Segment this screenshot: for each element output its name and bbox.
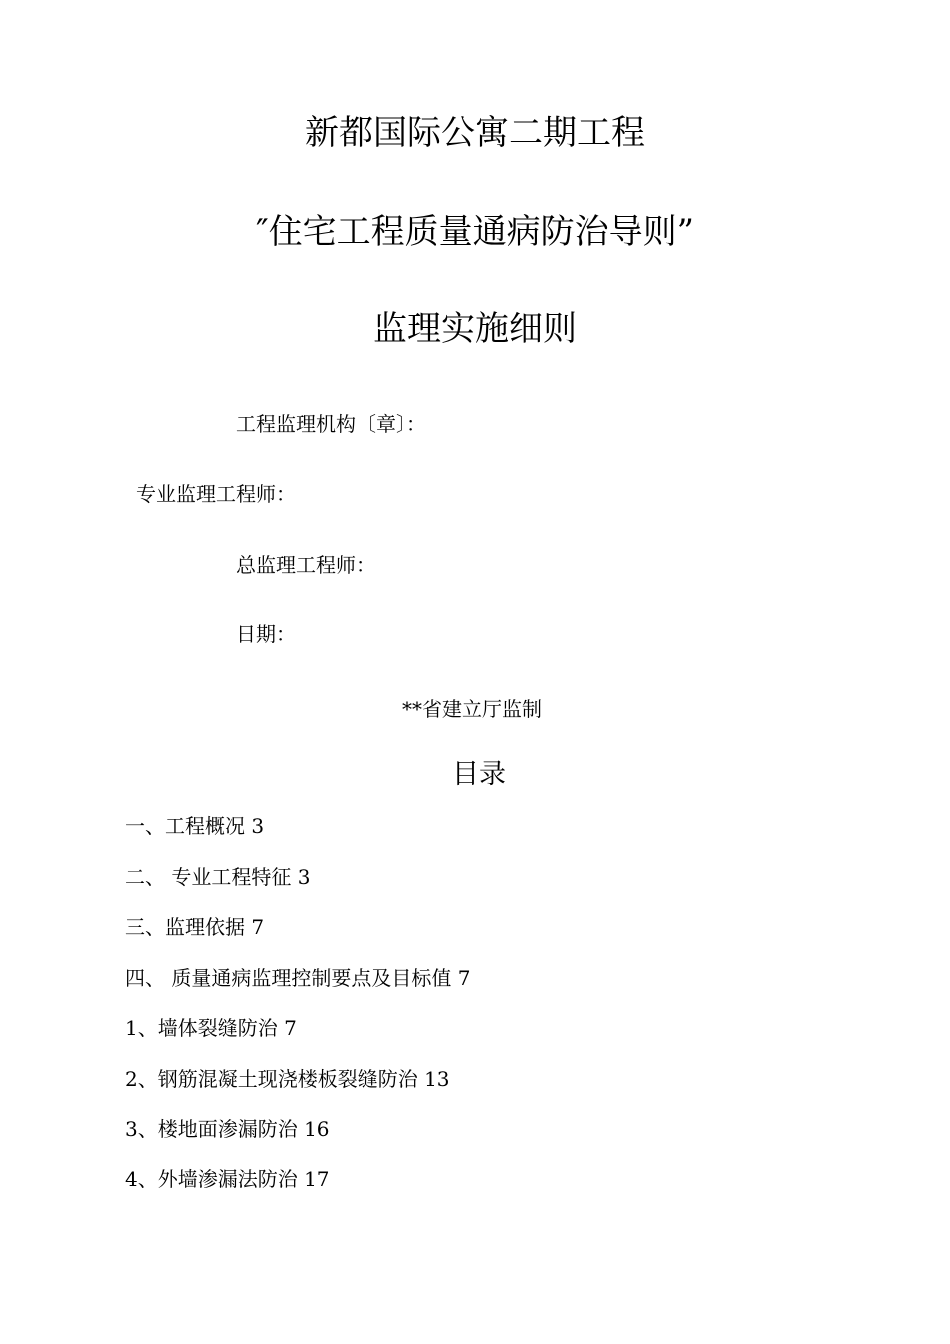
field-specialist-engineer: 专业监理工程师：: [136, 482, 296, 506]
field-date: 日期：: [236, 622, 296, 646]
toc-subitem[interactable]: 3、楼地面渗漏防治 16: [125, 1117, 330, 1141]
toc-item[interactable]: 一、工程概况 3: [125, 814, 265, 838]
field-supervision-org: 工程监理机构〔章〕：: [236, 412, 426, 436]
toc-item[interactable]: 三、监理依据 7: [125, 915, 265, 939]
toc-subitem[interactable]: 1、墙体裂缝防治 7: [125, 1016, 297, 1040]
toc-subitem[interactable]: 4、外墙渗漏法防治 17: [125, 1167, 330, 1191]
publisher-line: [0, 699, 950, 719]
toc-subitem[interactable]: 2、钢筋混凝土现浇楼板裂缝防治 13: [125, 1067, 450, 1091]
toc-heading-text: 目录: [452, 759, 506, 790]
document-title-project: 新都国际公寓二期工程: [305, 113, 645, 153]
document-title-guideline: ″住宅工程质量通病防治导则”: [255, 212, 695, 252]
toc-item[interactable]: 四、 质量通病监理控制要点及目标值 7: [125, 966, 471, 990]
toc-heading: [0, 761, 950, 788]
document-title-rules: 监理实施细则: [373, 309, 577, 349]
toc-item[interactable]: 二、 专业工程特征 3: [125, 865, 311, 889]
field-chief-engineer: 总监理工程师：: [236, 553, 376, 577]
publisher-text: **省建立厅监制: [402, 697, 542, 721]
